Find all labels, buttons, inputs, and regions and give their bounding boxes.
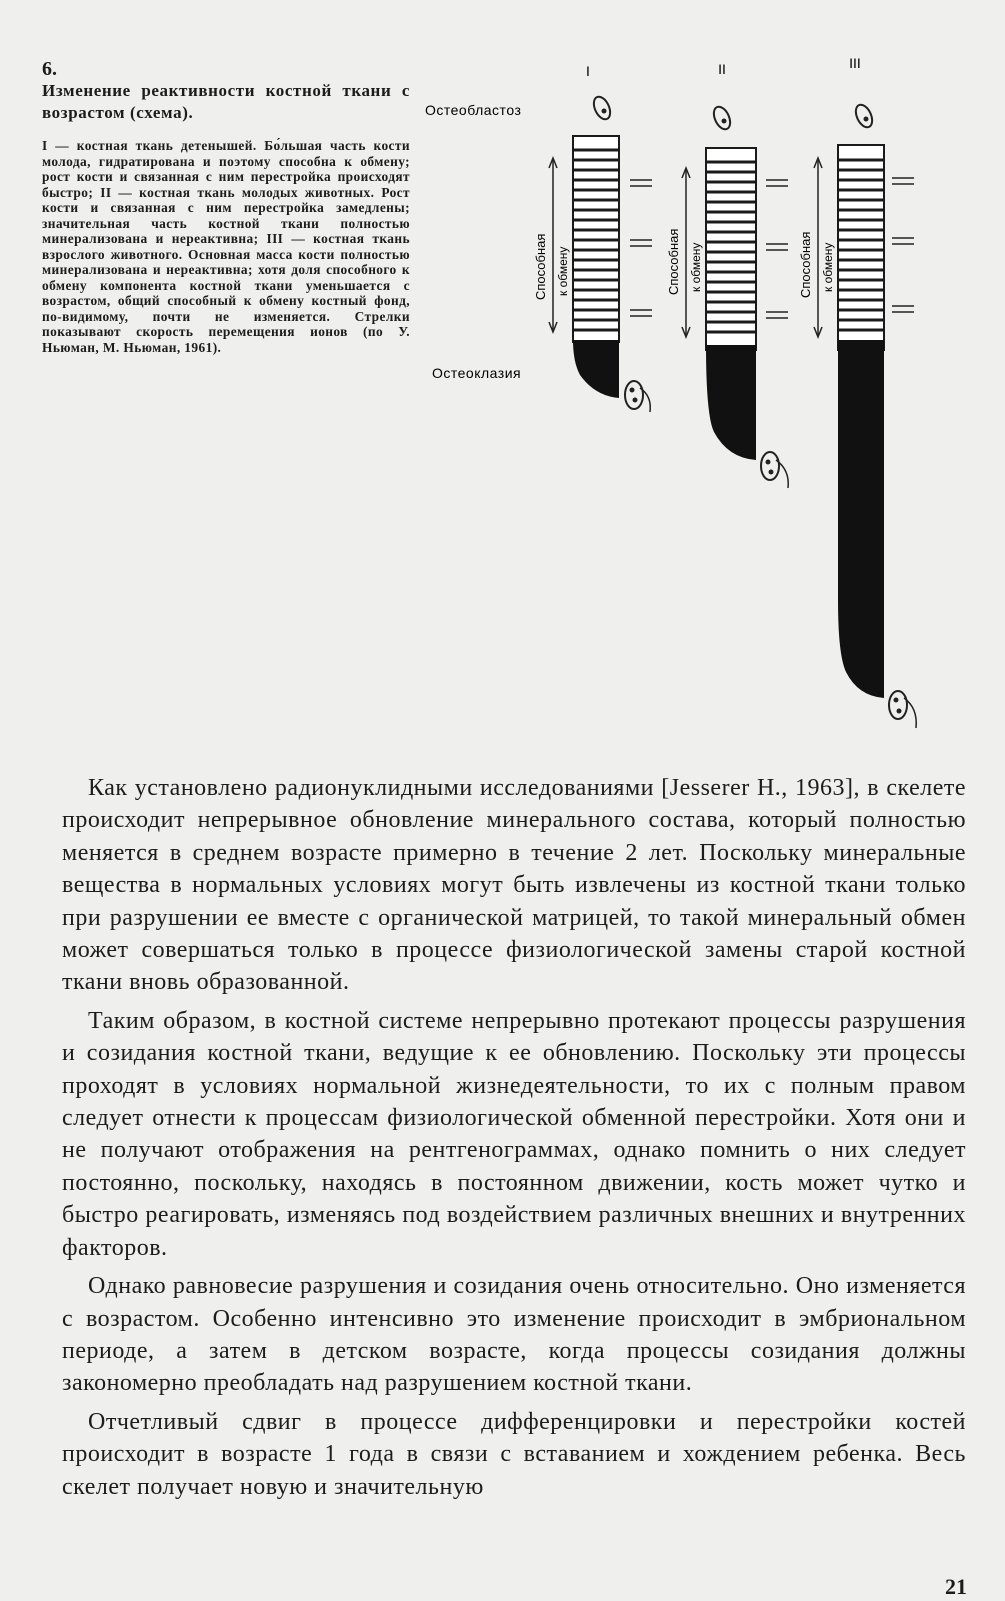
paragraph: Отчетливый сдвиг в процессе дифференцировки и перестройки костей происходит в возрасте 1 года в связи с вставанием и хождением ребенка. Весь скелет получает новую и значительную bbox=[62, 1408, 966, 1500]
bone-column-1 bbox=[533, 94, 652, 412]
figure-title: Изменение реактивности костной ткани с возрастом (схема). bbox=[42, 81, 410, 122]
exchange-label-3b: к обмену bbox=[821, 242, 835, 292]
osteoblasts-label: Остеобластоз bbox=[425, 102, 522, 118]
page-number: 21 bbox=[945, 1574, 967, 1599]
bone-reactivity-diagram bbox=[0, 0, 1005, 760]
exchange-label-3a: Способная bbox=[798, 231, 813, 298]
exchange-label-1b: к обмену bbox=[556, 246, 570, 296]
column-label-2: II bbox=[718, 61, 726, 77]
paragraph: Таким образом, в костной системе непрерывно протекают процессы разрушения и созидания костной ткани, ведущие к ее обновлению. Поскольку эти процессы проходят в условиях нормальной жизнедеятельности, то их с полным правом следует отнести к процессам физиологической обменной перестройки. Хотя они и не получают отображения на рентгенограммах, однако помнить о них следует постоянно, поскольку, находясь в постоянном движении, кость может чутко и быстро реагировать, изменяясь под воздействием различных внешних и внутренних факторов. bbox=[62, 1007, 966, 1261]
body-text bbox=[62, 772, 966, 1509]
bone-column-2 bbox=[666, 104, 788, 488]
osteoclasia-label: Остеоклазия bbox=[432, 365, 522, 381]
exchange-label-1a: Способная bbox=[533, 233, 548, 300]
paragraph: Однако равновесие разрушения и созидания очень относительно. Оно изменяется с возрастом. Особенно интенсивно это изменение происходит в эмбриональном периоде, а затем в детском возрасте, когда процессы созидания должны закономерно преобладать над разрушением костной ткани. bbox=[62, 1273, 966, 1397]
figure-caption: I — костная ткань детенышей. Бо́льшая часть кости молода, гидратирована и поэтому способна к обмену; рост кости и связанная с ним перестройка происходят быстро; II — костная ткань молодых животных. Рост кости и связанная с ним перестройка замедлены; значительная часть костной ткани полностью минерализована и нереактивна; III — костная ткань взрослого животного. Основная масса кости полностью минерализована и нереактивна; хотя доля способного к обмену компонента костной ткани уменьшается с возрастом, общий способный к обмену костный фонд, по-видимому, почти не изменяется. Стрелки показывают скорость перемещения ионов (по У. Ньюман, М. Ньюман, 1961). bbox=[42, 138, 410, 355]
paragraph: Как установлено радионуклидными исследованиями [Jesserer H., 1963], в скелете происходит непрерывное обновление минерального состава, который полностью меняется в среднем возрасте примерно в течение 2 лет. Поскольку минеральные вещества в нормальных условиях могут быть извлечены из костной ткани только при разрушении ее вместе с органической матрицей, то такой минеральный обмен может совершаться только в процессе физиологической замены старой костной ткани вновь образованной. bbox=[62, 775, 966, 996]
bone-column-3 bbox=[798, 102, 916, 728]
column-label-1: I bbox=[586, 63, 590, 79]
column-label-3: III bbox=[849, 55, 861, 71]
figure-number: 6. bbox=[42, 58, 57, 80]
exchange-label-2a: Способная bbox=[666, 228, 681, 295]
exchange-label-2b: к обмену bbox=[689, 242, 703, 292]
